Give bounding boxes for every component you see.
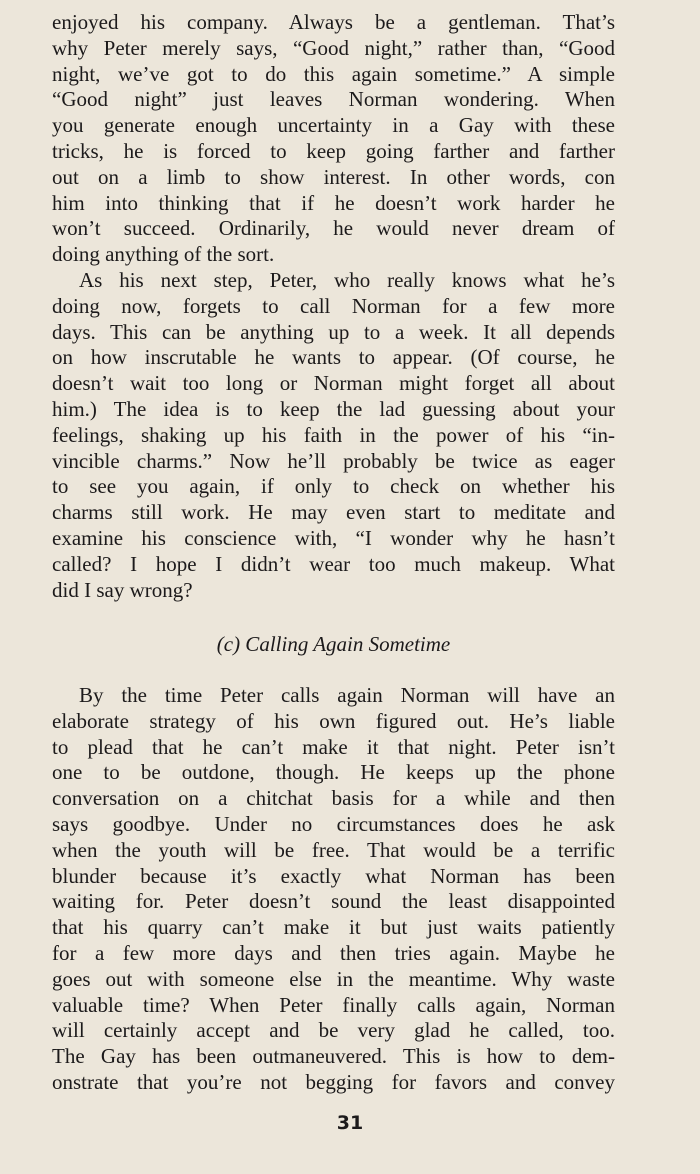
text-line: conversation on a chitchat basis for a while and then	[52, 786, 615, 811]
text-line: for a few more days and then tries again. Maybe he	[52, 940, 615, 965]
text-line: will certainly accept and be very glad he called, too.	[52, 1018, 615, 1043]
text-line: to see you again, if only to check on whether his	[52, 474, 615, 499]
page-number: 31	[336, 1112, 364, 1134]
text-line: on how inscrutable he wants to appear. (Of course, he	[52, 345, 615, 370]
text-line: you generate enough uncertainty in a Gay with these	[52, 113, 615, 138]
text-line: doing now, forgets to call Norman for a few more	[52, 293, 615, 318]
text-line: doesn’t wait too long or Norman might forget all about	[52, 371, 615, 396]
text-line: feelings, shaking up his faith in the power of his “in-	[52, 422, 615, 447]
text-line: elaborate strategy of his own figured out. He’s liable	[52, 708, 615, 733]
text-line: him.) The idea is to keep the lad guessing about your	[52, 396, 615, 421]
text-line: won’t succeed. Ordinarily, he would never dream of	[52, 216, 615, 241]
text-line: doing anything of the sort.	[52, 242, 275, 267]
text-line: when the youth will be free. That would be a terrific	[52, 837, 615, 862]
text-line: did I say wrong?	[52, 577, 193, 602]
text-line: tricks, he is forced to keep going farther and farther	[52, 138, 615, 163]
paragraph-2	[52, 268, 615, 603]
section-heading: (c) Calling Again Sometime	[216, 632, 451, 656]
text-line: valuable time? When Peter finally calls again, Norman	[52, 992, 615, 1017]
text-line: onstrate that you’re not begging for favors and convey	[52, 1069, 615, 1094]
text-line: called? I hope I didn’t wear too much makeup. What	[52, 551, 615, 576]
text-line: charms still work. He may even start to meditate and	[52, 500, 615, 525]
text-line: goes out with someone else in the meantime. Why waste	[52, 966, 615, 991]
paragraph-3	[52, 683, 615, 1096]
text-line: waiting for. Peter doesn’t sound the least disappointed	[52, 889, 615, 914]
text-line: to plead that he can’t make it that night. Peter isn’t	[52, 734, 615, 759]
text-line: days. This can be anything up to a week. It all depends	[52, 319, 615, 344]
text-line: vincible charms.” Now he’ll probably be twice as eager	[52, 448, 615, 473]
text-line: “Good night” just leaves Norman wondering. When	[52, 87, 615, 112]
text-line: out on a limb to show interest. In other words, con	[52, 164, 615, 189]
text-line: night, we’ve got to do this again sometime.” A simple	[52, 61, 615, 86]
paragraph-1	[52, 10, 615, 268]
text-line: As his next step, Peter, who really knows what he’s	[79, 268, 615, 292]
text-line: blunder because it’s exactly what Norman has been	[52, 863, 615, 888]
text-line: him into thinking that if he doesn’t work harder he	[52, 190, 615, 215]
text-line: why Peter merely says, “Good night,” rather than, “Good	[52, 35, 615, 60]
text-line: By the time Peter calls again Norman will have an	[79, 683, 615, 707]
text-line: enjoyed his company. Always be a gentleman. That’s	[52, 10, 615, 34]
text-line: examine his conscience with, “I wonder why he hasn’t	[52, 525, 615, 550]
text-line: that his quarry can’t make it but just waits patiently	[52, 915, 615, 940]
text-line: The Gay has been outmaneuvered. This is how to dem-	[52, 1044, 615, 1069]
text-line: one to be outdone, though. He keeps up the phone	[52, 760, 615, 785]
text-line: says goodbye. Under no circumstances does he ask	[52, 811, 615, 836]
